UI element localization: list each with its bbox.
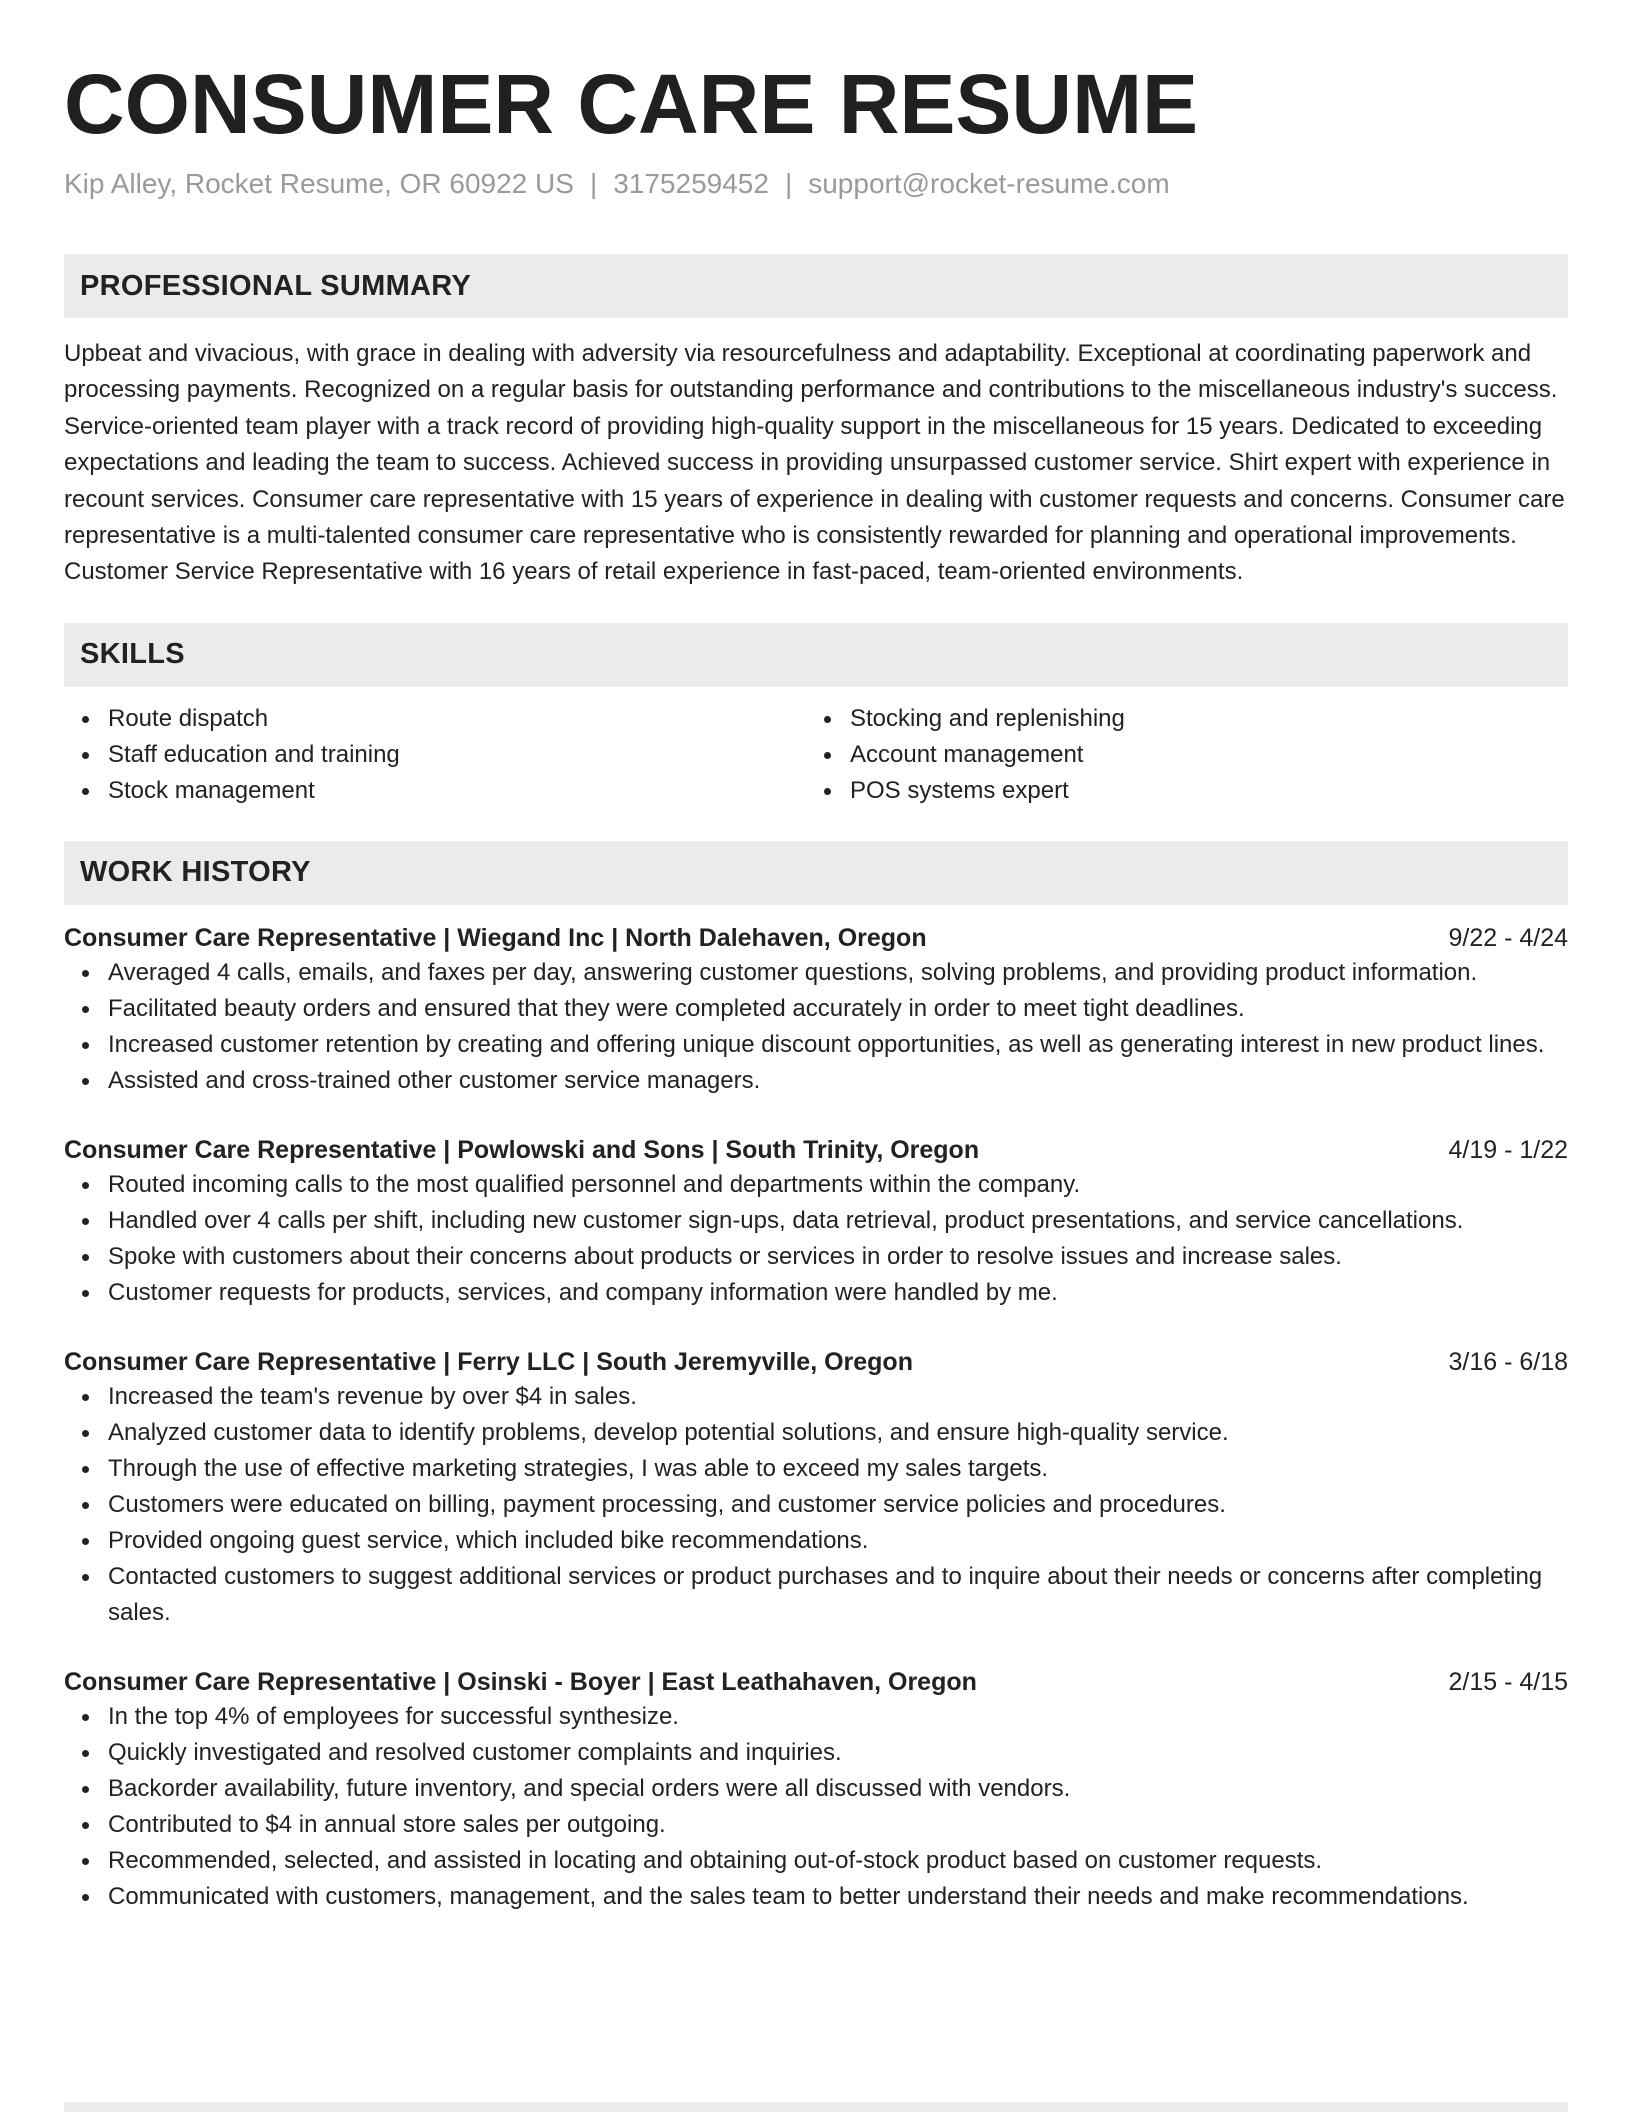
skill-item: Staff education and training bbox=[108, 737, 806, 773]
job-bullet-list bbox=[64, 1379, 1568, 1631]
job-bullet: Assisted and cross-trained other customer service managers. bbox=[108, 1063, 1568, 1099]
job-entry bbox=[64, 1133, 1568, 1311]
job-header bbox=[64, 1345, 1568, 1379]
resume-title: CONSUMER CARE RESUME bbox=[64, 57, 1199, 151]
job-entry bbox=[64, 1345, 1568, 1631]
job-bullet: Handled over 4 calls per shift, including new customer sign-ups, data retrieval, product presentations, and service cancellations. bbox=[108, 1203, 1568, 1239]
next-section-header-band bbox=[64, 2102, 1568, 2112]
contact-separator: | bbox=[589, 168, 598, 199]
job-bullet: In the top 4% of employees for successful synthesize. bbox=[108, 1699, 1568, 1735]
job-bullet-list bbox=[64, 1167, 1568, 1311]
contact-separator: | bbox=[784, 168, 793, 199]
job-title: Consumer Care Representative | Wiegand Inc | North Dalehaven, Oregon bbox=[64, 923, 927, 952]
contact-line bbox=[64, 166, 1568, 202]
job-bullet: Quickly investigated and resolved customer complaints and inquiries. bbox=[108, 1735, 1568, 1771]
job-bullet-list bbox=[64, 955, 1568, 1099]
skill-item: Stocking and replenishing bbox=[850, 701, 1548, 737]
section-header-skills: SKILLS bbox=[64, 623, 1568, 687]
skill-item: Account management bbox=[850, 737, 1548, 773]
job-bullet: Averaged 4 calls, emails, and faxes per day, answering customer questions, solving problems, and providing product information. bbox=[108, 955, 1568, 991]
job-header bbox=[64, 921, 1568, 955]
skill-item: Stock management bbox=[108, 773, 806, 809]
section-header-work-history: WORK HISTORY bbox=[64, 841, 1568, 905]
job-bullet: Increased customer retention by creating and offering unique discount opportunities, as well as generating interest in new product lines. bbox=[108, 1027, 1568, 1063]
job-bullet: Contacted customers to suggest additional services or product purchases and to inquire about their needs or concerns after completing sales. bbox=[108, 1559, 1568, 1631]
job-bullet: Routed incoming calls to the most qualified personnel and departments within the company. bbox=[108, 1167, 1568, 1203]
contact-phone: 3175259452 bbox=[613, 168, 769, 199]
job-dates: 2/15 - 4/15 bbox=[1448, 1667, 1568, 1696]
summary-text: Upbeat and vivacious, with grace in dealing with adversity via resourcefulness and adaptability. Exceptional at coordinating paperwork and processing payments. Recognized on a regular basis for outstanding performance and contributions to the miscellaneous industry's success. Service-oriented team player with a track record of providing high-quality support in the miscellaneous for 15 years. Dedicated to exceeding expectations and leading the team to success. Achieved success in providing unsurpassed customer service. Shirt expert with experience in recount services. Consumer care representative with 15 years of experience in dealing with customer requests and concerns. Consumer care representative is a multi-talented consumer care representative who is consistently rewarded for planning and operational improvements. Customer Service Representative with 16 years of retail experience in fast-paced, team-oriented environments. bbox=[64, 340, 1565, 586]
job-title: Consumer Care Representative | Osinski - Boyer | East Leathahaven, Oregon bbox=[64, 1667, 977, 1696]
job-dates: 4/19 - 1/22 bbox=[1448, 1135, 1568, 1164]
job-dates: 9/22 - 4/24 bbox=[1448, 923, 1568, 952]
job-header bbox=[64, 1665, 1568, 1699]
job-title: Consumer Care Representative | Ferry LLC | South Jeremyville, Oregon bbox=[64, 1347, 913, 1376]
job-entry bbox=[64, 1665, 1568, 1915]
job-entry bbox=[64, 921, 1568, 1099]
skills-column-right bbox=[806, 701, 1548, 809]
job-bullet: Through the use of effective marketing strategies, I was able to exceed my sales targets. bbox=[108, 1451, 1568, 1487]
skill-item: Route dispatch bbox=[108, 701, 806, 737]
job-header bbox=[64, 1133, 1568, 1167]
job-bullet: Contributed to $4 in annual store sales per outgoing. bbox=[108, 1807, 1568, 1843]
skills-column-left bbox=[64, 701, 806, 809]
job-bullet: Backorder availability, future inventory, and special orders were all discussed with vendors. bbox=[108, 1771, 1568, 1807]
job-bullet: Analyzed customer data to identify problems, develop potential solutions, and ensure high-quality service. bbox=[108, 1415, 1568, 1451]
job-title: Consumer Care Representative | Powlowski and Sons | South Trinity, Oregon bbox=[64, 1135, 980, 1164]
contact-email: support@rocket-resume.com bbox=[808, 168, 1170, 199]
section-header-summary: PROFESSIONAL SUMMARY bbox=[64, 254, 1568, 318]
job-bullet-list bbox=[64, 1699, 1568, 1915]
job-bullet: Spoke with customers about their concerns about products or services in order to resolve issues and increase sales. bbox=[108, 1239, 1568, 1275]
job-dates: 3/16 - 6/18 bbox=[1448, 1347, 1568, 1376]
job-bullet: Facilitated beauty orders and ensured that they were completed accurately in order to meet tight deadlines. bbox=[108, 991, 1568, 1027]
job-bullet: Customer requests for products, services, and company information were handled by me. bbox=[108, 1275, 1568, 1311]
job-bullet: Recommended, selected, and assisted in locating and obtaining out-of-stock product based on customer requests. bbox=[108, 1843, 1568, 1879]
contact-address: Kip Alley, Rocket Resume, OR 60922 US bbox=[64, 168, 574, 199]
job-bullet: Increased the team's revenue by over $4 in sales. bbox=[108, 1379, 1568, 1415]
skills-list bbox=[64, 701, 1568, 809]
job-bullet: Provided ongoing guest service, which included bike recommendations. bbox=[108, 1523, 1568, 1559]
job-bullet: Customers were educated on billing, payment processing, and customer service policies and procedures. bbox=[108, 1487, 1568, 1523]
job-bullet: Communicated with customers, management, and the sales team to better understand their needs and make recommendations. bbox=[108, 1879, 1568, 1915]
skill-item: POS systems expert bbox=[850, 773, 1548, 809]
